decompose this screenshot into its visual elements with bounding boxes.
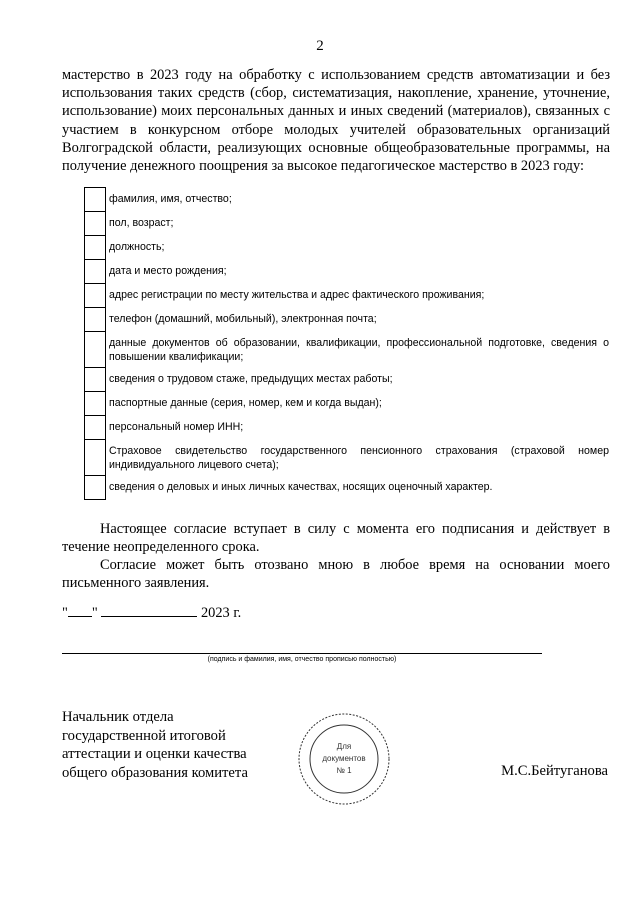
agreement-revocation-paragraph: Согласие может быть отозвано мною в любое время на основании моего письменного заявления. [62, 557, 610, 592]
consent-item-row [85, 368, 610, 392]
signer-line: общего образования комитета [62, 764, 248, 781]
checkbox[interactable] [85, 188, 106, 212]
month-blank [101, 616, 197, 617]
checkbox[interactable] [85, 332, 106, 368]
checkbox[interactable] [85, 440, 106, 476]
consent-item-text: данные документов об образовании, квалификации, профессиональной подготовке, сведения о повышении квалификации; [109, 336, 609, 363]
signature-caption: (подпись и фамилия, имя, отчество прописью полностью) [207, 656, 397, 663]
date-open-quote: " [62, 605, 68, 621]
consent-item-text: должность; [109, 240, 165, 253]
stamp-text-line3: № 1 [336, 766, 352, 775]
checkbox[interactable] [85, 476, 106, 500]
consent-item-row [85, 212, 610, 236]
checkbox[interactable] [85, 260, 106, 284]
stamp-text-line2: документов [322, 754, 366, 763]
signer-line: Начальник отдела [62, 709, 174, 725]
date-line [62, 605, 241, 622]
consent-item-text: пол, возраст; [109, 216, 174, 229]
consent-item-text: персональный номер ИНН; [109, 420, 244, 433]
consent-item-text: фамилия, имя, отчество; [109, 192, 232, 205]
signer-position [62, 708, 248, 782]
agreement-validity-paragraph: Настоящее согласие вступает в силу с момента его подписания и действует в течение неопределенного срока. [62, 521, 610, 556]
consent-items-table [84, 187, 610, 500]
consent-item-text: дата и место рождения; [109, 264, 227, 277]
intro-paragraph: мастерство в 2023 году на обработку с использованием средств автоматизации и без использования таких средств (сбор, систематизация, накопление, хранение, уточнение, использование) моих персональных данных и иных сведений (материалов), связанных с участием в конкурсном отборе молодых учителей образовательных организаций Волгоградской области, реализующих основные общеобразовательные программы, на получение денежного поощрения за высокое педагогическое мастерство в 2023 году: [62, 67, 610, 175]
consent-item-row [85, 332, 610, 368]
stamp-text-line1: Для [336, 742, 352, 751]
checkbox[interactable] [85, 212, 106, 236]
page-number: 2 [316, 38, 324, 54]
consent-item-row [85, 308, 610, 332]
checkbox[interactable] [85, 308, 106, 332]
checkbox[interactable] [85, 392, 106, 416]
consent-item-text: Страховое свидетельство государственного пенсионного страхования (страховой номер индивидуального лицевого счета); [109, 444, 609, 471]
consent-item-row [85, 188, 610, 212]
consent-item-text: телефон (домашний, мобильный), электронная почта; [109, 312, 377, 325]
date-close-quote: " [91, 605, 98, 621]
date-year: 2023 г. [200, 605, 242, 621]
signer-name: М.С.Бейтуганова [501, 763, 608, 779]
consent-item-row [85, 440, 610, 476]
consent-item-row [85, 260, 610, 284]
signer-line: аттестации и оценки качества [62, 746, 247, 762]
consent-item-text: паспортные данные (серия, номер, кем и когда выдан); [109, 396, 382, 409]
checkbox[interactable] [85, 368, 106, 392]
official-stamp [296, 711, 392, 807]
consent-item-text: сведения о трудовом стаже, предыдущих местах работы; [109, 372, 393, 385]
day-blank [68, 616, 92, 617]
consent-item-text: сведения о деловых и иных личных качествах, носящих оценочный характер. [109, 480, 493, 493]
consent-item-row [85, 416, 610, 440]
checkbox[interactable] [85, 416, 106, 440]
checkbox[interactable] [85, 284, 106, 308]
consent-item-row [85, 284, 610, 308]
signer-line: государственной итоговой [62, 727, 226, 744]
signature-line [62, 653, 542, 654]
consent-item-row [85, 392, 610, 416]
consent-item-row [85, 476, 610, 500]
consent-item-row [85, 236, 610, 260]
checkbox[interactable] [85, 236, 106, 260]
consent-item-text: адрес регистрации по месту жительства и адрес фактического проживания; [109, 288, 485, 301]
